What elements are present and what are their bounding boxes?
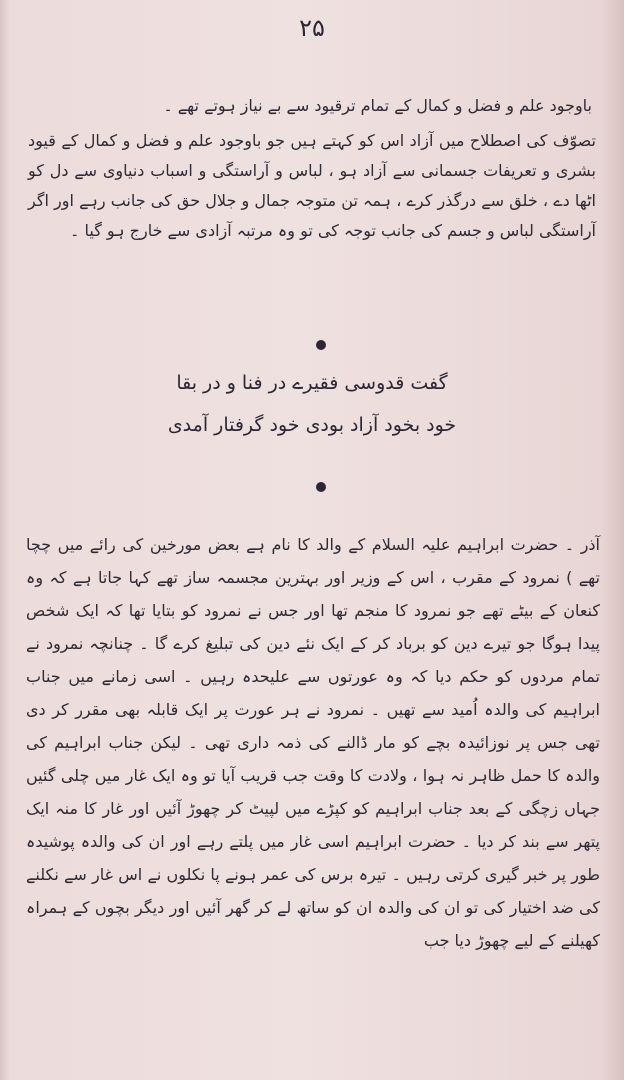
opening-line: باوجود علم و فضل و کمال کے تمام ترقیود سے بے نیاز ہوتے تھے ۔	[163, 96, 592, 115]
sufism-definition-paragraph: تصوّف کی اصطلاح میں آزاد اس کو کہتے ہیں جو باوجود علم و فضل و کمال کے قیود بشری و تعریفات جسمانی سے آزاد ہو ، لباس و آراستگی و اسباب دنیاوی سے دل کو اٹھا دے ، خلق سے درگذر کرے ، ہمہ تن متوجہ جمال و جلال حق کی جانب رہے اور اگر آراستگی لباس و جسم کی جانب توجہ کی تو وہ مرتبہ آزادی سے خارج ہو گیا ۔	[28, 131, 596, 240]
verse-line-1: گفت قدوسی فقیرے در فنا و در بقا	[176, 372, 448, 394]
section-divider-dot	[316, 482, 326, 492]
section-divider-dot	[316, 340, 326, 350]
page-number: ۲۵	[299, 14, 325, 42]
azar-footnote-paragraph: آذر ۔ حضرت ابراہیم علیہ السلام کے والد کا نام ہے بعض مورخین کی رائے میں چچا تھے ) نمرود کے مقرب ، اس کے وزیر اور بہترین مجسمہ ساز تھے کہا جاتا ہے کہ وہ کنعان کے بیٹے تھے جو نمرود کا منجم تھا اور جس نے نمرود کو بتایا تھا کہ ایک شخص پیدا ہوگا جو تیرے دین کو برباد کر کے ایک نئے دین کی تبلیغ کرے گا ۔ چنانچہ نمرود نے تمام مردوں کو حکم دیا کہ وہ عورتوں سے علیحدہ رہیں ۔ اسی زمانے میں جناب ابراہیم کی والدہ اُمید سے تھیں ۔ نمرود نے ہر عورت پر ایک قابلہ بھی مقرر کر دی تھی جس پر نوزائیدہ بچے کو مار ڈالنے کی ذمہ داری تھی ۔ لیکن جناب ابراہیم کی والدہ کا حمل ظاہر نہ ہوا ، ولادت کا وقت جب قریب آیا تو وہ ایک غار میں چلی گئیں جہاں زچگی کے بعد جناب ابراہیم کو کپڑے میں لپیٹ کر چھوڑ آئیں اور غار کا منہ ایک پتھر سے بند کر دیا ۔ حضرت ابراہیم اسی غار میں پلتے رہے اور ان کی والدہ پوشیدہ طور پر خبر گیری کرتی رہیں ۔ تیرہ برس کی عمر ہونے پا نکلوں نے اس غار سے نکلنے کی ضد اختیار کی تو ان کی والدہ ان کو ساتھ لے کر گھر آئیں اور دیگر بچوں کے ہمراہ کھیلنے کے لیے چھوڑ دیا جب	[26, 535, 600, 950]
verse-line-2: خود بخود آزاد بودی خود گرفتار آمدی	[167, 414, 457, 436]
